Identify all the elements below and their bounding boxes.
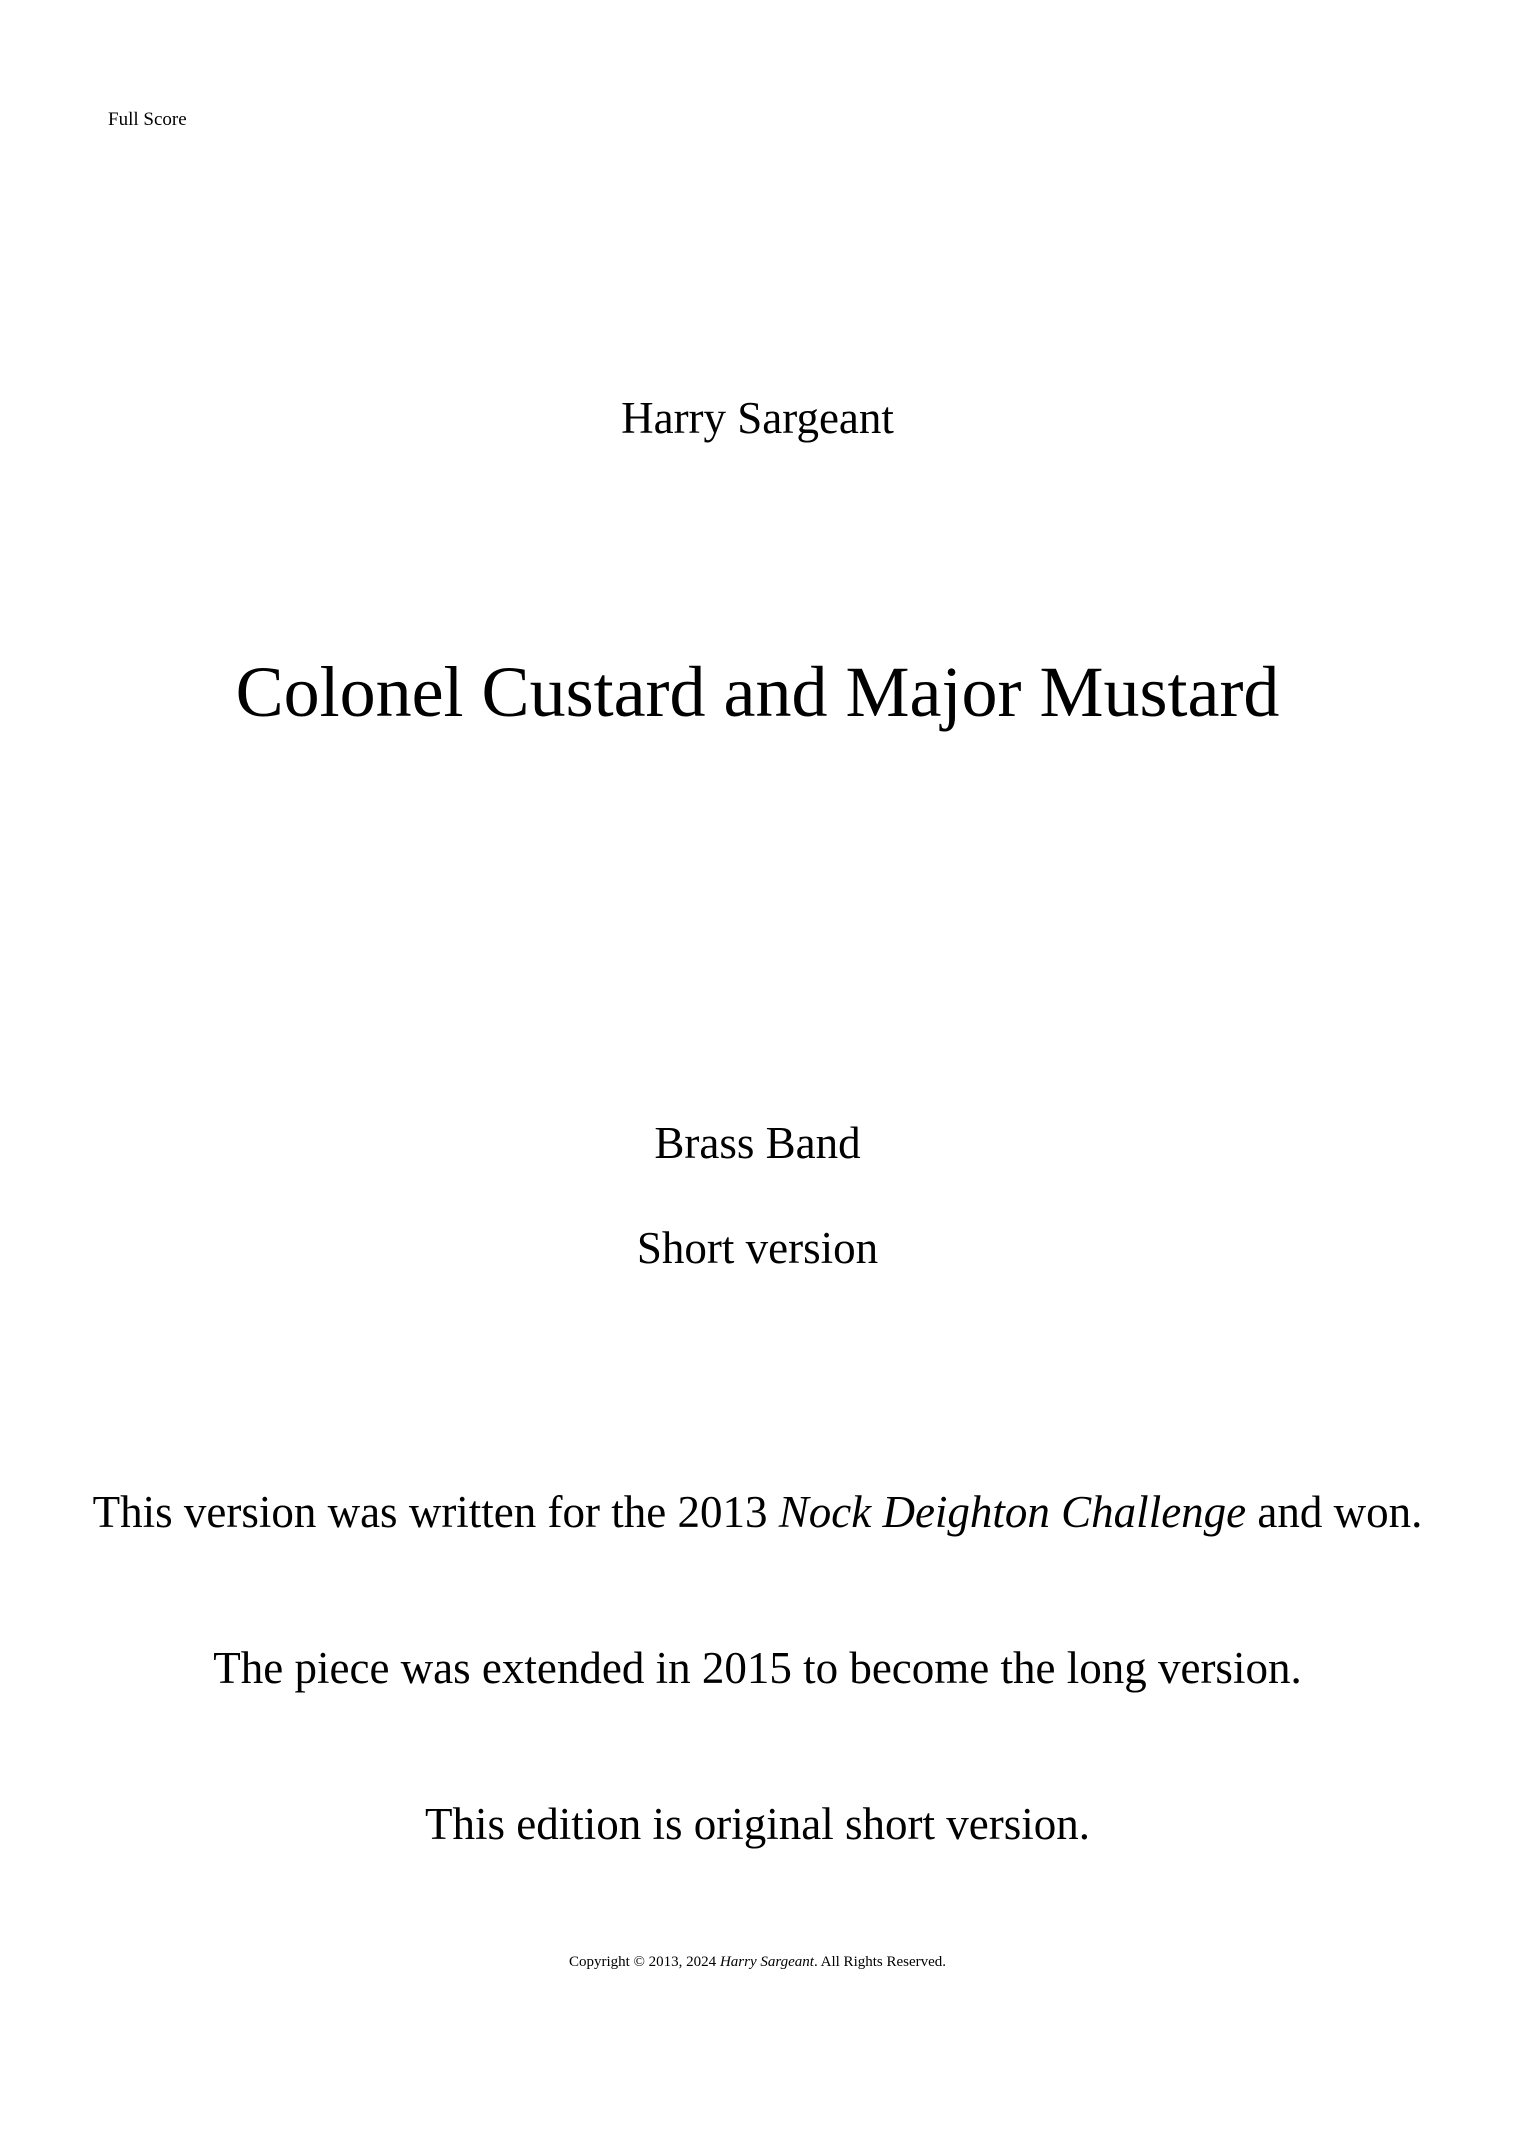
note-line-1-before: This version was written for the 2013 [92,1487,779,1537]
ensemble-label: Brass Band [654,1118,861,1168]
copyright-before: Copyright © 2013, 2024 [568,1954,720,1970]
version-label: Short version [636,1223,879,1273]
header-label: Full Score [108,109,187,130]
composer-name: Harry Sargeant [621,393,894,443]
note-line-1 [0,1484,1515,1540]
copyright-italic: Harry Sargeant [719,1954,814,1970]
page-title: Colonel Custard and Major Mustard [235,652,1280,732]
copyright-after: . All Rights Reserved. [813,1954,947,1970]
note-line-1-after: and won. [1246,1487,1423,1537]
note-line-1-italic: Nock Deighton Challenge [778,1487,1247,1537]
note-line-3: This edition is original short version. [425,1799,1090,1849]
copyright-line [0,1952,1515,1972]
note-line-2: The piece was extended in 2015 to become the long version. [213,1643,1302,1693]
